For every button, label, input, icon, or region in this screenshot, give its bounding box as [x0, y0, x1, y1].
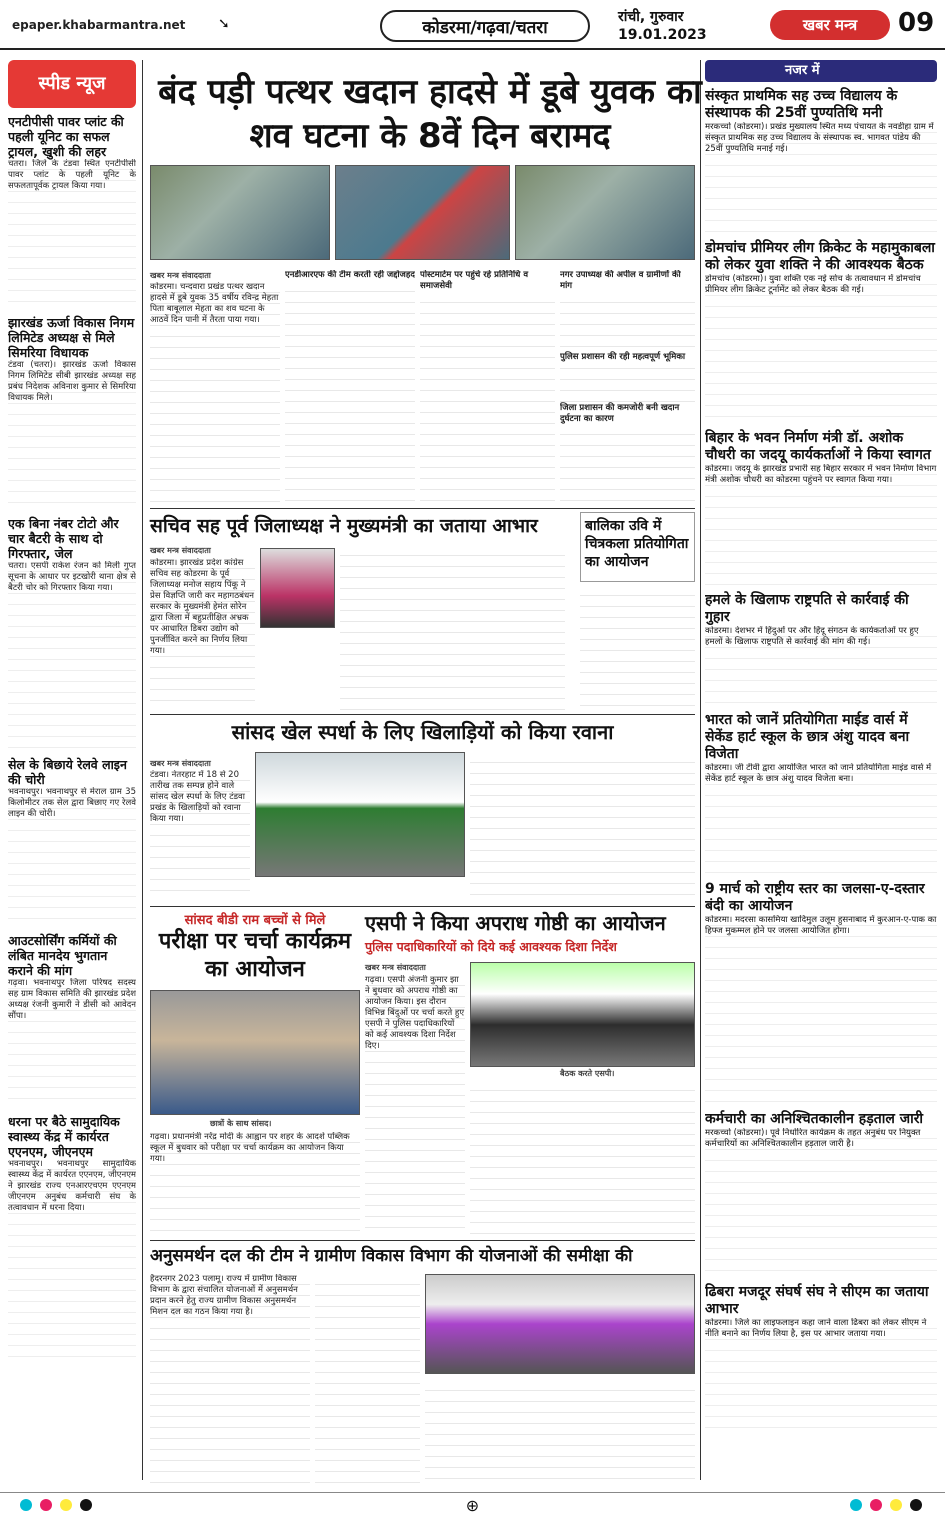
- byline: खबर मन्त्र संवाददाता: [150, 271, 211, 280]
- kicker-4: सांसद बीडी राम बच्चों से मिले: [184, 913, 326, 928]
- section-rule: [150, 508, 695, 509]
- story-6-col2: [315, 1274, 420, 1484]
- brief-headline: एनटीपीसी पावर प्लांट की पहली यूनिट का सफल ट्रायल, खुशी की लहर: [8, 114, 124, 159]
- brief-text: चतरा। एसपी राकेश रंजन को मिली गुप्त सूचना के आधार पर इटखोरी थाना क्षेत्र से बैटरी चोर को गिरफ्तार किया गया।: [8, 561, 136, 751]
- rescue-photo: [150, 165, 330, 260]
- byline: खबर मन्त्र संवाददाता: [150, 759, 211, 768]
- nazar-column: [705, 60, 937, 1480]
- news-headline: डोमचांच प्रीमियर लीग क्रिकेट के महामुकाबला को लेकर युवा शक्ति ने की आवश्यक बैठक: [705, 240, 935, 273]
- section-rule: [150, 714, 695, 715]
- story-3-cols: [470, 752, 695, 902]
- subhead: पुलिस प्रशासन की रही महत्वपूर्ण भूमिका: [560, 352, 695, 363]
- byline: खबर मन्त्र संवाददाता: [150, 546, 211, 555]
- brief-headline: धरना पर बैठे सामुदायिक स्वास्थ्य केंद्र में कार्यरत एएनएम, जीएनएम: [8, 1114, 120, 1159]
- brief-item: [8, 516, 136, 751]
- story-6-cols: [425, 1380, 695, 1484]
- brief-item: [8, 114, 136, 309]
- meeting-photo: [470, 962, 695, 1067]
- news-headline: भारत को जानें प्रतियोगिता माईड वार्स में सेकेंड हार्ट स्कूल के छात्र अंशु यादव बना विजेता: [705, 712, 910, 762]
- team-photo: [515, 165, 695, 260]
- headline-4: परीक्षा पर चर्चा कार्यक्रम का आयोजन: [158, 929, 352, 982]
- news-item: [705, 1111, 937, 1278]
- black-dot-icon: [80, 1499, 92, 1511]
- story-4-text: गढ़वा। प्रधानमंत्री नरेंद्र मोदी के आह्वान पर शहर के आदर्श पब्लिक स्कूल में बुधवार को परीक्षा पर चर्चा कार्यक्रम का आयोजन किया गया।: [150, 1132, 360, 1232]
- black-dot-icon: [910, 1499, 922, 1511]
- brief-headline: एक बिना नंबर टोटो और चार बैटरी के साथ दो गिरफ्तार, जेल: [8, 516, 119, 561]
- students-photo: [150, 990, 360, 1115]
- brief-item: [8, 933, 136, 1108]
- footer-bar: [0, 1492, 945, 1517]
- main-story-col4: [560, 270, 695, 502]
- portrait-photo: [260, 548, 335, 628]
- main-headline: बंद पड़ी पत्थर खदान हादसे में डूबे युवक का शव घटना के 8वें दिन बरामद: [158, 72, 702, 156]
- news-headline: कर्मचारी का अनिश्चितकालीन हड़ताल जारी: [705, 1111, 924, 1127]
- news-item: [705, 1284, 937, 1438]
- speed-news-badge: स्पीड न्यूज: [8, 60, 136, 108]
- brand-logo: खबर मन्त्र: [770, 10, 890, 40]
- story-3-text: टंडवा। नेतरहाट में 18 से 20 तारीख तक सम्पन्न होने वाले सांसद खेल स्पर्धा के लिए टंडवा प्रखंड के खिलाड़ियों को रवाना किया गया।: [150, 770, 250, 900]
- main-story-col3: [420, 270, 555, 502]
- story-5-cols: [470, 1080, 695, 1235]
- cursor-icon: ➘: [218, 16, 230, 32]
- brief-text: गढ़वा। भवनाथपुर जिला परिषद सदस्य सह ग्राम विकास समिति की झारखंड प्रदेश अध्यक्ष रंजनी कुमारी ने डीसी को आवेदन सौंपा।: [8, 978, 136, 1108]
- column-rule: [142, 60, 143, 1480]
- brief-headline: आउटसोर्सिंग कर्मियों की लंबित मानदेय भुगतान कराने की मांग: [8, 933, 117, 978]
- section-rule: [150, 906, 695, 907]
- yellow-dot-icon: [60, 1499, 72, 1511]
- news-text: कोडरमा। मदरसा कासमिया खादिमुल उलूम हुसनाबाद में कुरआन-ए-पाक का हिफ्ज मुकम्मल होने पर जलसा आयोजित होगा।: [705, 915, 937, 1105]
- story-5-text: गढ़वा। एसपी अंजनी कुमार झा ने बुधवार को अपराध गोष्ठी का आयोजन किया। इस दौरान विभिन्न बिंदुओं पर चर्चा करते हुए एसपी ने पुलिस पदाधिकारियों को कई आवश्यक दिशा निर्देश दिए।: [365, 975, 465, 1235]
- subhead-5: पुलिस पदाधिकारियों को दिये कई आवश्यक दिशा निर्देश: [365, 939, 617, 954]
- crosshair-icon: ⊕: [465, 1495, 480, 1515]
- news-item: [705, 430, 937, 586]
- date: 19.01.2023: [618, 27, 707, 43]
- brief-item: [8, 1114, 136, 1359]
- brief-text: भवनाथपुर। भवनाथपुर सामुदायिक स्वास्थ्य केंद्र में कार्यरत एएनएम, जीएनएम ने झारखंड राज्य एनआरएचएम एएनएम जीएनएम अनुबंध कर्मचारी संघ के तत्वावधान में धरना दिया।: [8, 1159, 136, 1359]
- bus-photo: [255, 752, 465, 877]
- news-item: [705, 881, 937, 1105]
- speed-news-column: [8, 60, 136, 1480]
- cyan-dot-icon: [850, 1499, 862, 1511]
- news-headline: संस्कृत प्राथमिक सह उच्च विद्यालय के संस्थापक की 25वीं पुण्यतिथि मनी: [705, 88, 898, 121]
- news-item: [705, 240, 937, 424]
- story-2-cols: [340, 545, 565, 710]
- dateline: [618, 8, 707, 44]
- news-item: [705, 712, 937, 875]
- photo-caption: छात्रों के साथ सांसद।: [210, 1119, 272, 1128]
- color-registration-left: [20, 1496, 95, 1515]
- column-rule: [700, 60, 701, 1480]
- news-text: डोमचांच (कोडरमा)। युवा शक्ति एक नई सोच के तत्वावधान में डोमचांच प्रीमियर लीग क्रिकेट टूर्नामेंट को लेकर बैठक की गई।: [705, 274, 937, 424]
- news-item: [705, 592, 937, 706]
- yellow-dot-icon: [890, 1499, 902, 1511]
- main-story-col2: [285, 270, 415, 502]
- cyan-dot-icon: [20, 1499, 32, 1511]
- news-text: मरकच्चो (कोडरमा)। प्रखंड मुख्यालय स्थित मध्य पंचायत के नवडीहा ग्राम में संस्कृत प्राथमिक सह उच्च विद्यालय के संस्थापक स्व. भागवत पांडेय की 25वीं पुण्यतिथि मनाई गई।: [705, 122, 937, 234]
- news-text: कोडरमा। देशभर में हिंदुओं पर और हिंदू संगठन के कार्यकर्ताओं पर हुए हमलों के खिलाफ राष्ट्रपति से कार्रवाई की मांग की गई।: [705, 626, 937, 706]
- story-6-text: हैदरनगर 2023 पलामू। राज्य में ग्रामीण विकास विभाग के द्वारा संचालित योजनाओं में अनुसमर्थन प्रदान करने हेतु राज्य ग्रामीण विकास अनुसमर्थन मिशन दल का गठन किया गया है।: [150, 1274, 310, 1484]
- section-name: कोडरमा/गढ़वा/चतरा: [380, 10, 590, 42]
- masthead: [0, 0, 945, 50]
- news-headline: 9 मार्च को राष्ट्रीय स्तर का जलसा-ए-दस्तार बंदी का आयोजन: [705, 881, 925, 914]
- news-headline: बिहार के भवन निर्माण मंत्री डॉ. अशोक चौधरी का जदयू कार्यकर्ताओं ने किया स्वागत: [705, 430, 931, 463]
- section-rule: [150, 1240, 695, 1241]
- headline-5: एसपी ने किया अपराध गोष्ठी का आयोजन: [365, 911, 666, 935]
- brief-item: [8, 315, 136, 510]
- magenta-dot-icon: [40, 1499, 52, 1511]
- city: रांची, गुरुवार: [618, 9, 684, 25]
- photo-caption: बैठक करते एसपी।: [560, 1069, 615, 1078]
- main-story-text: कोडरमा। चन्दवारा प्रखंड पत्थर खदान हादसे में डूबे युवक 35 वर्षीय रविन्द्र मेहता पिता बाबूलाल मेहता का शव घटना के आठवें दिन पानी में तैरता पाया गया।: [150, 282, 280, 502]
- subhead: नगर उपाध्यक्ष की अपील व ग्रामीणों की मांग: [560, 270, 695, 292]
- subhead: एनडीआरएफ की टीम करती रही जद्दोजहद: [285, 270, 415, 280]
- brief-headline: सेल के बिछाये रेलवे लाइन की चोरी: [8, 757, 127, 787]
- news-headline: ढिबरा मजदूर संघर्ष संघ ने सीएम का जताया आभार: [705, 1284, 929, 1317]
- story-2-text: कोडरमा। झारखंड प्रदेश कांग्रेस सचिव सह कोडरमा के पूर्व जिलाध्यक्ष मनोज सहाय पिंकू ने प्रेस विज्ञप्ति जारी कर महागठबंधन सरकार के मुख्यमंत्री हेमंत सोरेन द्वारा जिला में बहुप्रतीक्षित अभ्रक पर आधारित डिबरा उद्योग को पुनर्जीवित करने का निर्णय लिया गया।: [150, 558, 255, 708]
- headline-3: सांसद खेल स्पर्धा के लिए खिलाड़ियों को किया रवाना: [231, 720, 614, 744]
- review-photo: [425, 1274, 695, 1374]
- news-headline: हमले के खिलाफ राष्ट्रपति से कार्रवाई की गुहार: [705, 592, 909, 625]
- brief-text: भवनाथपुर। भवनाथपुर से मेराल ग्राम 35 किलोमीटर तक सेल द्वारा बिछाए गए रेलवे लाइन की चोरी।: [8, 787, 136, 927]
- site-url[interactable]: epaper.khabarmantra.net: [12, 18, 186, 32]
- news-text: मरकच्चो (कोडरमा)। पूर्व निर्धारित कार्यक्रम के तहत अनुबंध पर नियुक्त कर्मचारियों का अनिश्चितकालीन हड़ताल जारी है।: [705, 1128, 937, 1278]
- brief-text: चतरा। जिले के टंडवा स्थित एनटीपीसी पावर प्लांट के पहली यूनिट के सफलतापूर्वक ट्रायल किया गया।: [8, 159, 136, 309]
- news-text: कोडरमा। जदयू के झारखंड प्रभारी सह बिहार सरकार में भवन निर्माण विभाग मंत्री अशोक चौधरी का कोडरमा पहुंचने पर स्वागत किया गया।: [705, 464, 937, 586]
- chitrakala-box: बालिका उवि में चित्रकला प्रतियोगिता का आयोजन: [580, 512, 695, 582]
- color-registration-right: [850, 1496, 925, 1515]
- subhead: जिला प्रशासन की कमजोरी बनी खदान दुर्घटना का कारण: [560, 403, 695, 425]
- news-text: कोडरमा। जी टीवी द्वारा आयोजित भारत को जाने प्रतियोगिता माइंड वार्स में सेकेंड हार्ट स्कूल के छात्र अंशु यादव विजेता बना।: [705, 763, 937, 875]
- page-number: 09: [898, 8, 935, 38]
- nazar-label: नजर में: [705, 60, 937, 82]
- headline-6: अनुसमर्थन दल की टीम ने ग्रामीण विकास विभाग की योजनाओं की समीक्षा की: [150, 1246, 633, 1266]
- magenta-dot-icon: [870, 1499, 882, 1511]
- headline-2: सचिव सह पूर्व जिलाध्यक्ष ने मुख्यमंत्री का जताया आभार: [150, 515, 538, 537]
- subhead: पोस्टमार्टम पर पहुंचे रहे प्रतिनिधि व समाजसेवी: [420, 270, 555, 292]
- brief-text: टंडवा (चतरा)। झारखंड ऊर्जा विकास निगम लिमिटेड सीबी झारखंड अध्यक्ष सह प्रबंध निदेशक अविनाश कुमार से सिमरिया विधायक मिले।: [8, 360, 136, 510]
- news-text: कोडरमा। जिले का लाइफलाइन कहा जाने वाला ढिबरा को लेकर सीएम ने नीति बनाने का निर्णय लिया है, इस पर आभार जताया गया।: [705, 1318, 937, 1438]
- brief-item: [8, 757, 136, 927]
- news-item: [705, 88, 937, 234]
- boat-photo: [335, 165, 510, 260]
- brief-headline: झारखंड ऊर्जा विकास निगम लिमिटेड अध्यक्ष से मिले सिमरिया विधायक: [8, 315, 135, 360]
- chitrakala-text: [580, 585, 695, 710]
- byline: खबर मन्त्र संवाददाता: [365, 963, 426, 972]
